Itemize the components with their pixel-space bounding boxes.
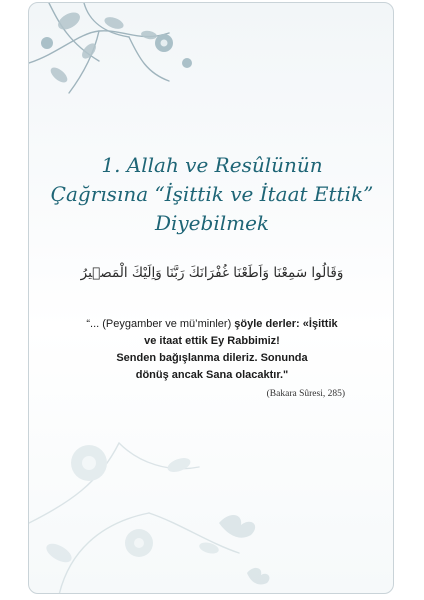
verse-meaning	[53, 316, 371, 384]
meaning-line-3: Senden bağışlanma dileriz. Sonunda	[116, 352, 308, 364]
meaning-line-2: ve itaat ettik Ey Rabbimiz!	[144, 335, 280, 347]
chapter-title	[29, 151, 394, 238]
chapter-title-line-1: 1. Allah ve Resûlünün	[101, 153, 323, 177]
floral-ornament-top	[29, 3, 209, 113]
floral-ornament-bottom	[29, 403, 289, 594]
chapter-title-line-3: Diyebilmek	[154, 211, 270, 235]
meaning-line-4: dönüş ancak Sana olacaktır."	[135, 369, 289, 381]
arabic-verse: وَقَالُوا سَمِعْنَا وَاَطَعْنَا غُفْرَانَكَ رَبَّنَا وَاِلَيْكَ الْمَص۪يرُ	[80, 265, 344, 281]
chapter-title-line-2: Çağrısına “İşittik ve İtaat Ettik”	[50, 182, 374, 206]
verse-source: (Bakara Sûresi, 285)	[266, 389, 345, 399]
meaning-lead: “... (Peygamber ve mü’minler)	[86, 318, 235, 330]
meaning-line-1: şöyle derler: «İşittik	[234, 318, 338, 330]
page-card	[28, 2, 394, 594]
